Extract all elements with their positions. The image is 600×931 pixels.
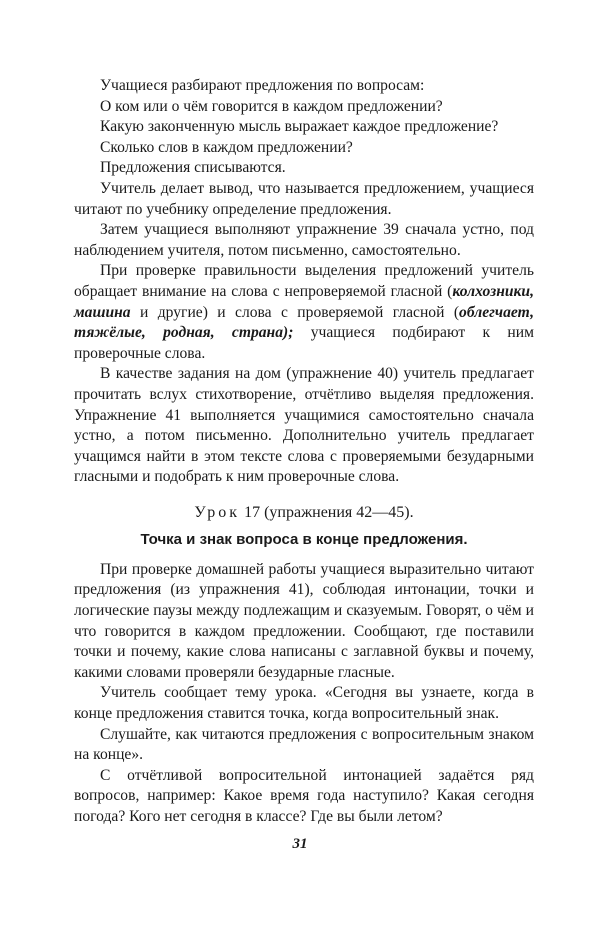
check-paragraph (74, 261, 534, 364)
paragraph: Учитель сообщает тему урока. «Сегодня вы узнаете, когда в конце предложения ставится точка, когда вопросительный знак. (74, 684, 534, 723)
paragraph: Сколько слов в каждом предложении? (100, 138, 353, 156)
paragraph: Какую законченную мысль выражает каждое предложение? (100, 118, 499, 136)
paragraph: При проверке домашней работы учащиеся выразительно читают предложения (из упражнения 41), соблюдая интонации, точки и логические паузы между подлежащим и сказуемым. Говорят, о чём и что говорится в каждом предложении. Сообщают, где поставили точки и почему, какие слова написаны с заглавной буквы и почему, какими словами проверяли безударные гласные. (74, 560, 534, 681)
lesson-subtitle: Точка и знак вопроса в конце предложения. (140, 530, 468, 548)
lesson-rest: 17 (упражнения 42—45). (240, 503, 414, 521)
paragraph: Учащиеся разбирают предложения по вопросам: (100, 77, 425, 94)
homework-paragraph: В качестве задания на дом (упражнение 40) учитель предлагает прочитать вслух стихотворение, отчётливо выделяя предложения. Упражнение 41 выполняется учащимися самостоятельно сначала устно, а потом письменно. Дополнительно учитель предлагает учащимся найти в этом тексте слова с проверяемыми безударными гласными и подобрать к ним проверочные слова. (74, 365, 534, 486)
paragraph: С отчётливой вопросительной интонацией задаётся ряд вопросов, например: Какое время года наступило? Какая сегодня погода? Кого нет сегодня в классе? Где вы были летом? (74, 766, 534, 825)
text-run: учащиеся подбирают к ним проверочные слова. (74, 324, 534, 362)
paragraph: Учитель делает вывод, что называется предложением, учащиеся читают по учебнику определение предложения. (74, 179, 534, 218)
page-number: 31 (292, 836, 308, 852)
page-body (74, 76, 534, 828)
paragraph: О ком или о чём говорится в каждом предложении? (100, 97, 443, 115)
emphasized-words: облегчает, тяжёлые, родная, страна); (74, 303, 534, 342)
paragraph: Слушайте, как читаются предложения с вопросительным знаком на конце». (74, 725, 534, 764)
lesson-heading (74, 502, 534, 524)
paragraph: Затем учащиеся выполняют упражнение 39 сначала устно, под наблюдением учителя, потом письменно, самостоятельно. (74, 221, 534, 259)
paragraph: Предложения списываются. (100, 159, 286, 177)
text-run: При проверке правильности выделения предложений учитель обращает внимание на слова с непроверяемой гласной ( (74, 262, 534, 300)
emphasized-words: колхозники, машина (74, 282, 534, 321)
lesson-word: Урок (194, 503, 241, 521)
text-run: и другие) и слова с проверяемой гласной ( (130, 303, 460, 321)
